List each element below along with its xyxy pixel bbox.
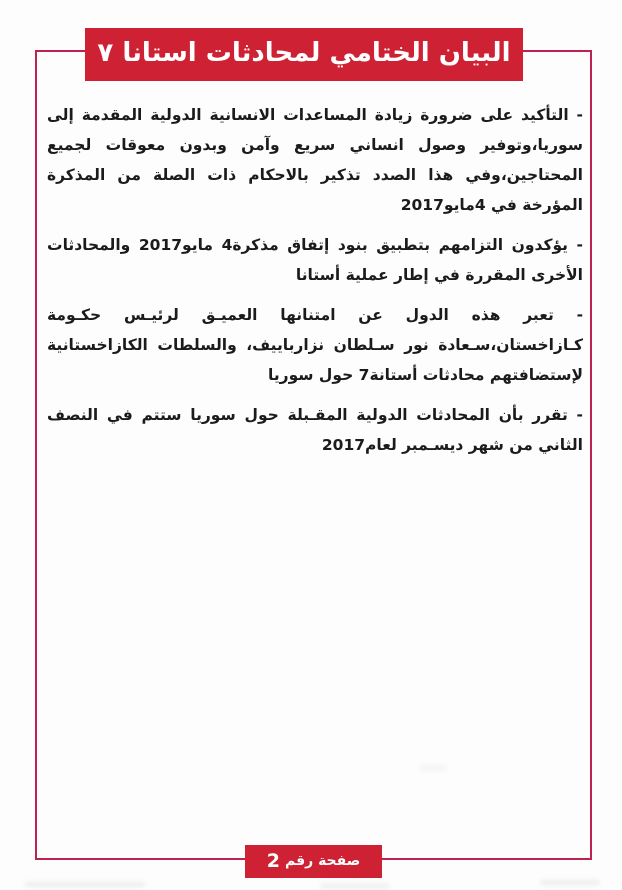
- paragraph-humanitarian-aid: - التأكيد على ضرورة زيادة المساعدات الانسانية الدولية المقدمة إلى سوريا،وتوفير وصول انساني سريع وآمن وبدون معوقات لجميع المحتاجين،وفي هذا الصدد تذكير بالاحكام ذات الصلة من المذكرة المؤرخة في 4مايو2017: [47, 106, 583, 214]
- document-body: [47, 100, 583, 470]
- page-number-badge: [245, 845, 382, 878]
- scan-smudge: [320, 884, 390, 888]
- scan-smudge: [540, 880, 600, 885]
- scan-smudge: [420, 765, 446, 771]
- page-number-label: صفحة رقم: [284, 852, 361, 869]
- paragraph-next-talks-december: - تقرر بأن المحادثات الدولية المقـبلة حول سوريا ستتم في النصف الثاني من شهر ديسـمبر لعام2017: [47, 406, 583, 454]
- paragraph-commitment-memo: - يؤكدون التزامهم بتطبيق بنود إتفاق مذكرة4 مايو2017 والمحادثات الأخرى المقررة في إطار عملية أستانا: [47, 236, 583, 284]
- title-banner: [85, 28, 523, 81]
- paragraph-gratitude-kazakhstan: - تعبر هذه الدول عن امتنانها العميـق لرئيـس حكـومة كـازاخستان،سـعادة نور سـلطان نزارباييف، والسلطات الكازاخستانية لإستضافتهم محادثات أستانة7 حول سوريا: [47, 306, 583, 384]
- page-title: البيان الختامي لمحادثات استانا ٧: [97, 37, 511, 68]
- scan-smudge: [25, 882, 145, 887]
- page-number-value: 2: [266, 850, 280, 872]
